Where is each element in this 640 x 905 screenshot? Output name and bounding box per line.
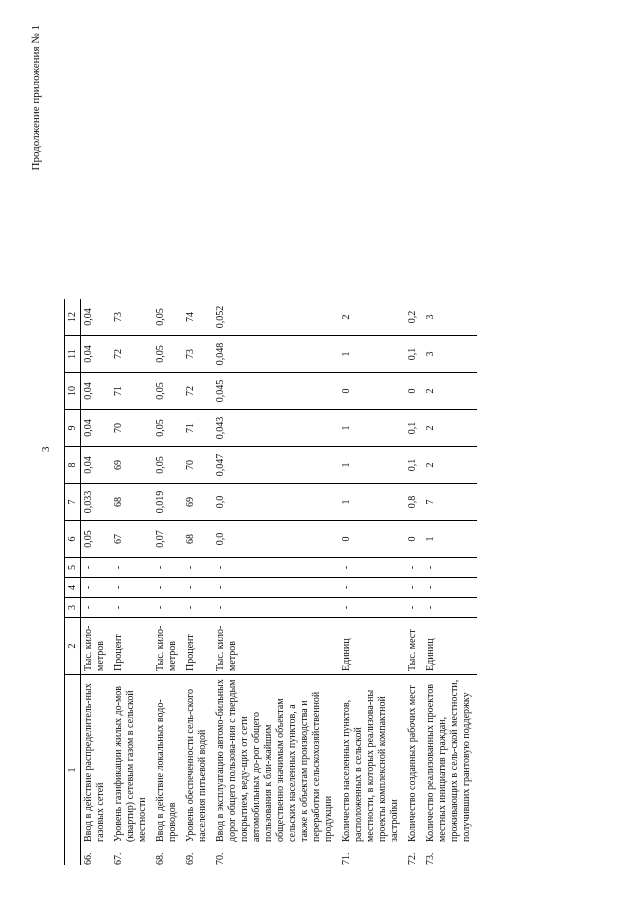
unit: Тыс. кило-метров <box>213 618 339 675</box>
cell-11: 0,048 <box>213 336 339 373</box>
cell-7: 0,8 <box>405 484 423 521</box>
table-row <box>405 299 423 865</box>
header-col-2: 2 <box>65 618 81 675</box>
header-col-12: 12 <box>65 299 81 336</box>
cell-4: - <box>111 578 153 598</box>
indicators-table <box>64 299 477 865</box>
cell-9: 70 <box>111 410 153 447</box>
header-col-8: 8 <box>65 447 81 484</box>
cell-12: 0,04 <box>81 299 112 336</box>
cell-6: 0,05 <box>81 521 112 558</box>
cell-4: - <box>213 578 339 598</box>
cell-4: - <box>339 578 405 598</box>
rotated-page-content <box>20 25 580 865</box>
row-number: 71. <box>341 852 352 865</box>
table-row <box>153 299 183 865</box>
cell-3: - <box>339 598 405 618</box>
cell-8: 0,1 <box>405 447 423 484</box>
cell-3: - <box>153 598 183 618</box>
cell-7: 1 <box>339 484 405 521</box>
indicator-name: Количество населенных пунктов, расположенных в сельской местности, в которых реализова-ны проекты комплексной компактной застройки <box>341 689 400 842</box>
cell-5: - <box>423 558 477 578</box>
header-col-1: 1 <box>65 675 81 866</box>
cell-10: 0,04 <box>81 373 112 410</box>
indicator-name: Ввод в эксплуатацию автомо-бильных дорог общего пользова-ния с твердым покрытием, веду-щих от сети автомобильных до-рог общего пользования к бли-жайшим общественно значимым объектам сельских населенных пунктов, а также к объектам производства и переработки сельскохозяйственной продукции <box>215 679 334 842</box>
cell-8: 0,04 <box>81 447 112 484</box>
cell-7: 69 <box>183 484 213 521</box>
cell-7: 68 <box>111 484 153 521</box>
cell-8: 2 <box>423 447 477 484</box>
cell-7: 0,0 <box>213 484 339 521</box>
cell-3: - <box>213 598 339 618</box>
page-number: 3 <box>40 446 52 452</box>
cell-11: 0,1 <box>405 336 423 373</box>
indicator-name: Количество созданных рабочих мест <box>407 685 418 842</box>
cell-6: 0,0 <box>213 521 339 558</box>
cell-12: 2 <box>339 299 405 336</box>
unit: Тыс. кило-метров <box>81 618 112 675</box>
cell-5: - <box>405 558 423 578</box>
cell-6: 0,07 <box>153 521 183 558</box>
cell-6: 0 <box>405 521 423 558</box>
cell-9: 0,043 <box>213 410 339 447</box>
cell-6: 68 <box>183 521 213 558</box>
row-number: 73. <box>425 852 436 865</box>
cell-3: - <box>111 598 153 618</box>
unit: Единиц <box>423 618 477 675</box>
table-row <box>423 299 477 865</box>
cell-5: - <box>213 558 339 578</box>
unit: Тыс. мест <box>405 618 423 675</box>
table-row <box>81 299 112 865</box>
continuation-label: Продолжение приложения № 1 <box>30 25 42 171</box>
indicator-name: Ввод в действие локальных водо-проводов <box>155 699 178 842</box>
unit: Тыс. кило-метров <box>153 618 183 675</box>
cell-7: 0,019 <box>153 484 183 521</box>
cell-9: 0,1 <box>405 410 423 447</box>
cell-5: - <box>339 558 405 578</box>
cell-8: 0,05 <box>153 447 183 484</box>
row-number: 68. <box>155 852 166 865</box>
header-col-3: 3 <box>65 598 81 618</box>
cell-12: 73 <box>111 299 153 336</box>
cell-3: - <box>405 598 423 618</box>
header-col-9: 9 <box>65 410 81 447</box>
cell-11: 73 <box>183 336 213 373</box>
header-col-4: 4 <box>65 578 81 598</box>
table-row <box>111 299 153 865</box>
table-row <box>339 299 405 865</box>
row-number: 66. <box>83 852 94 865</box>
cell-9: 0,04 <box>81 410 112 447</box>
header-col-10: 10 <box>65 373 81 410</box>
cell-8: 1 <box>339 447 405 484</box>
indicator-name: Уровень обеспеченности сель-ского населения питьевой водой <box>185 689 208 842</box>
cell-11: 72 <box>111 336 153 373</box>
indicator-name: Количество реализованных проектов местных инициатив граждан, проживающих в сель-ской местности, получивших грантовую поддержку <box>425 679 472 842</box>
header-col-5: 5 <box>65 558 81 578</box>
cell-7: 7 <box>423 484 477 521</box>
cell-5: - <box>153 558 183 578</box>
header-col-6: 6 <box>65 521 81 558</box>
cell-3: - <box>183 598 213 618</box>
cell-9: 2 <box>423 410 477 447</box>
cell-10: 72 <box>183 373 213 410</box>
cell-6: 1 <box>423 521 477 558</box>
row-number: 69. <box>185 852 196 865</box>
cell-6: 67 <box>111 521 153 558</box>
cell-10: 0,05 <box>153 373 183 410</box>
cell-4: - <box>81 578 112 598</box>
cell-10: 0 <box>339 373 405 410</box>
cell-4: - <box>405 578 423 598</box>
row-number: 70. <box>215 852 226 865</box>
table-row <box>183 299 213 865</box>
header-col-11: 11 <box>65 336 81 373</box>
cell-3: - <box>423 598 477 618</box>
indicator-name: Уровень газификации жилых до-мов (квартир) сетевым газом в сельской местности <box>113 685 148 842</box>
cell-4: - <box>153 578 183 598</box>
cell-11: 1 <box>339 336 405 373</box>
cell-12: 0,2 <box>405 299 423 336</box>
table-header-row <box>65 299 81 865</box>
cell-8: 69 <box>111 447 153 484</box>
cell-7: 0,033 <box>81 484 112 521</box>
cell-10: 71 <box>111 373 153 410</box>
cell-9: 0,05 <box>153 410 183 447</box>
row-number: 67. <box>113 852 124 865</box>
header-col-7: 7 <box>65 484 81 521</box>
row-number: 72. <box>407 852 418 865</box>
cell-5: - <box>111 558 153 578</box>
cell-9: 1 <box>339 410 405 447</box>
cell-4: - <box>183 578 213 598</box>
unit: Процент <box>111 618 153 675</box>
cell-8: 70 <box>183 447 213 484</box>
table-row <box>213 299 339 865</box>
cell-12: 0,052 <box>213 299 339 336</box>
cell-10: 0 <box>405 373 423 410</box>
unit: Единиц <box>339 618 405 675</box>
cell-11: 0,05 <box>153 336 183 373</box>
cell-12: 3 <box>423 299 477 336</box>
unit: Процент <box>183 618 213 675</box>
cell-11: 0,04 <box>81 336 112 373</box>
cell-3: - <box>81 598 112 618</box>
cell-11: 3 <box>423 336 477 373</box>
cell-6: 0 <box>339 521 405 558</box>
cell-5: - <box>81 558 112 578</box>
cell-10: 0,045 <box>213 373 339 410</box>
cell-12: 0,05 <box>153 299 183 336</box>
indicator-name: Ввод в действие распределитель-ных газовых сетей <box>83 683 106 842</box>
cell-4: - <box>423 578 477 598</box>
cell-10: 2 <box>423 373 477 410</box>
cell-9: 71 <box>183 410 213 447</box>
cell-12: 74 <box>183 299 213 336</box>
cell-8: 0,047 <box>213 447 339 484</box>
cell-5: - <box>183 558 213 578</box>
